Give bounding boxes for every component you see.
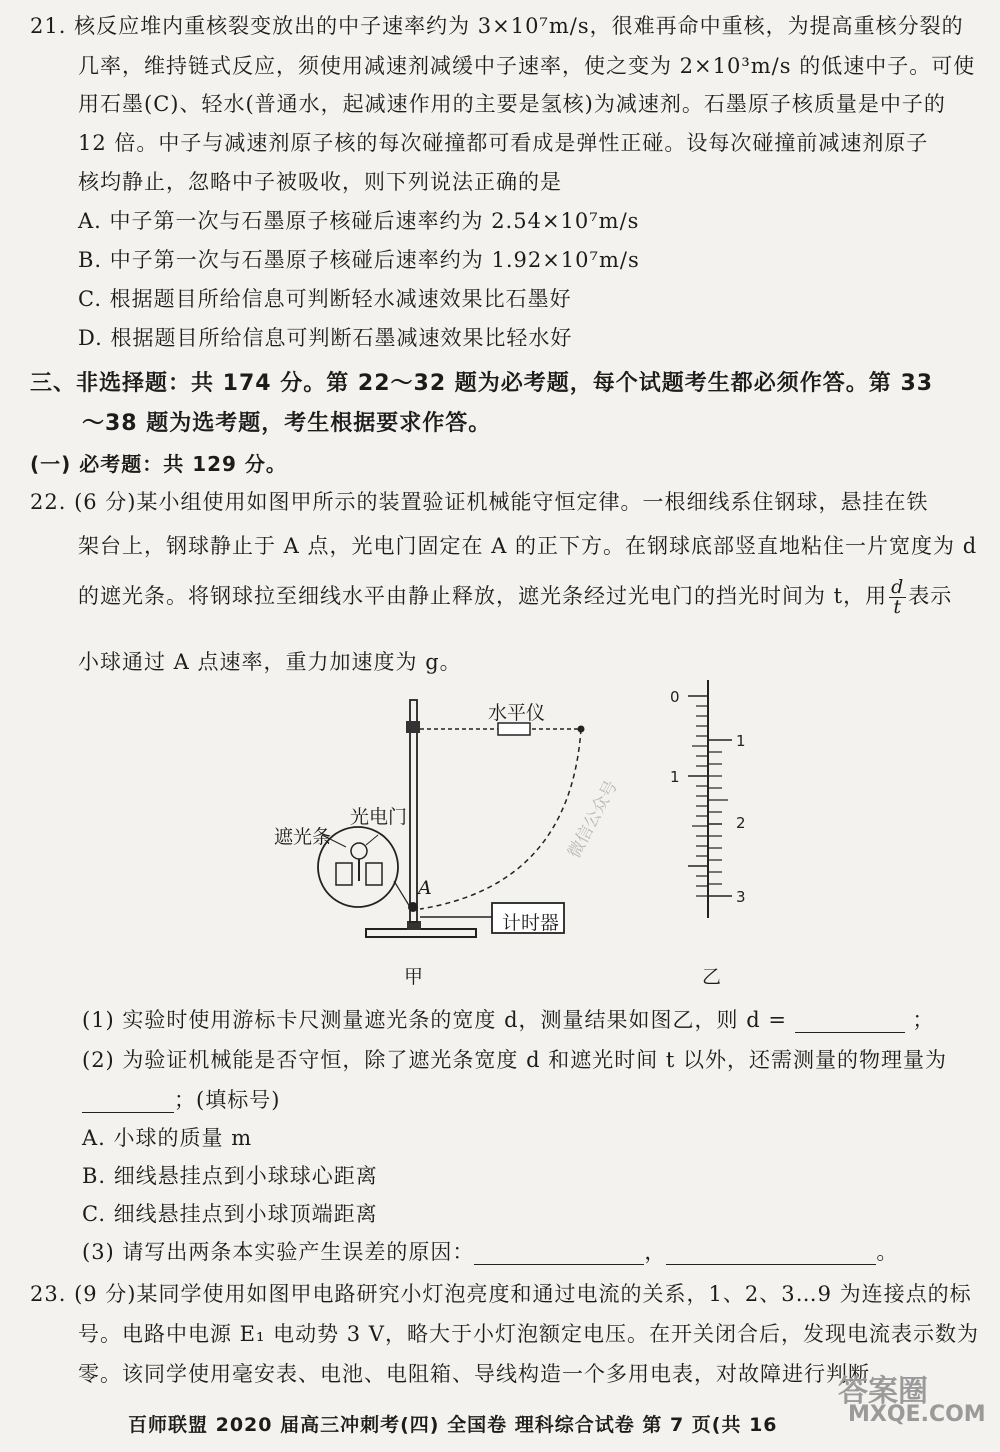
q21-line-3: 用石墨(C)、轻水(普通水，起减速作用的主要是氢核)为减速剂。石墨原子核质量是中子的 [78, 92, 946, 116]
photogate-label: 光电门 [350, 806, 408, 828]
q22-part-1-end: ； [912, 1008, 935, 1032]
q22-part-1-text: (1) 实验时使用游标卡尺测量遮光条的宽度 d，测量结果如图乙，则 d = [82, 1008, 787, 1032]
q22-part-3-end: 。 [876, 1240, 899, 1264]
q22-part-2-cont [82, 1084, 280, 1114]
q23-line-3: 零。该同学使用毫安表、电池、电阻箱、导线构造一个多用电表，对故障进行判断 [78, 1362, 870, 1386]
vernier-scale-figure [660, 680, 770, 920]
fraction-denominator: t [893, 596, 903, 618]
main-scale-1: 1 [670, 768, 680, 786]
vernier-scale-1: 1 [736, 732, 746, 750]
point-a-label: A [418, 877, 432, 899]
q22-line-2: 架台上，钢球静止于 A 点，光电门固定在 A 的正下方。在钢球底部竖直地粘住一片宽度为 d [78, 534, 978, 558]
q21-option-d: D. 根据题目所给信息可判断石墨减速效果比轻水好 [78, 326, 573, 350]
vernier-scale-3: 3 [736, 888, 746, 906]
q23-line-1: 23. (9 分)某同学使用如图甲电路研究小灯泡亮度和通过电流的关系，1、2、3…9 为连接点的标 [30, 1282, 972, 1306]
wechat-watermark: 微信公众号 [564, 777, 622, 862]
q22-option-a: A. 小球的质量 m [82, 1126, 253, 1150]
section-3-heading-cont: ～38 题为选考题，考生根据要求作答。 [82, 411, 492, 436]
answer-blank-quantity[interactable] [82, 1088, 174, 1113]
page-footer: 百师联盟 2020 届高三冲刺考(四) 全国卷 理科综合试卷 第 7 页(共 16 [128, 1414, 778, 1436]
q21-line-1: 21. 核反应堆内重核裂变放出的中子速率约为 3×10⁷m/s，很难再命中重核，为提高重核分裂的 [30, 14, 964, 38]
q22-line-3-end: 表示 [908, 584, 953, 608]
q21-line-4: 12 倍。中子与减速剂原子核的每次碰撞都可看成是弹性正碰。设每次碰撞前减速剂原子 [78, 131, 929, 155]
q21-line-5: 核均静止，忽略中子被吸收，则下列说法正确的是 [78, 170, 562, 194]
q21-option-a: A. 中子第一次与石墨原子核碰后速率约为 2.54×10⁷m/s [78, 209, 640, 233]
q22-part-3 [82, 1236, 898, 1266]
q23-line-2: 号。电路中电源 E₁ 电动势 3 V，略大于小灯泡额定电压。在开关闭合后，发现电流表示数为 [78, 1322, 979, 1346]
q22-line-1: 22. (6 分)某小组使用如图甲所示的装置验证机械能守恒定律。一根细线系住钢球，悬挂在铁 [30, 490, 929, 514]
q21-option-b: B. 中子第一次与石墨原子核碰后速率约为 1.92×10⁷m/s [78, 248, 640, 272]
q22-line-3 [78, 578, 952, 617]
stand-base [366, 929, 476, 937]
section-3-heading: 三、非选择题：共 174 分。第 22～32 题为必考题，每个试题考生都必须作答。第 33 [30, 371, 934, 396]
stand-rod [410, 700, 417, 922]
q22-part-2-end: ；(填标号) [174, 1088, 281, 1112]
q22-part-3-sep: ， [644, 1240, 667, 1264]
logo-watermark: 答案圈 [838, 1374, 928, 1409]
q22-option-b: B. 细线悬挂点到小球球心距离 [82, 1164, 378, 1188]
timer-label: 计时器 [502, 912, 560, 934]
site-watermark: MXQE.COM [848, 1402, 986, 1427]
q22-part-3-text: (3) 请写出两条本实验产生误差的原因： [82, 1240, 475, 1264]
section-3-subheading: (一) 必考题：共 129 分。 [30, 452, 287, 476]
level-label: 水平仪 [488, 702, 546, 724]
vernier-scale-2: 2 [736, 814, 746, 832]
fraction-numerator: d [891, 576, 905, 598]
q22-part-1 [82, 1004, 934, 1034]
shade-strip-label: 遮光条 [274, 826, 332, 848]
q22-part-2: (2) 为验证机械能是否守恒，除了遮光条宽度 d 和遮光时间 t 以外，还需测量的物理量为 [82, 1048, 948, 1072]
figure-b-caption: 乙 [702, 966, 722, 988]
figure-a-caption: 甲 [404, 966, 424, 988]
answer-blank-d[interactable] [795, 1008, 905, 1033]
q21-option-c: C. 根据题目所给信息可判断轻水减速效果比石墨好 [78, 287, 572, 311]
q22-line-4: 小球通过 A 点速率，重力加速度为 g。 [78, 650, 462, 674]
q21-line-2: 几率，维持链式反应，须使用减速剂减缓中子速率，使之变为 2×10³m/s 的低速中子。可使 [78, 54, 976, 78]
velocity-fraction [889, 578, 906, 617]
main-scale-ticks [688, 696, 708, 896]
answer-blank-error-2[interactable] [666, 1240, 876, 1265]
vernier-scale-ticks [708, 740, 732, 896]
q22-option-c: C. 细线悬挂点到小球顶端距离 [82, 1202, 378, 1226]
main-scale-0: 0 [670, 688, 680, 706]
q22-line-3-text: 的遮光条。将钢球拉至细线水平由静止释放，遮光条经过光电门的挡光时间为 t，用 [78, 584, 888, 608]
answer-blank-error-1[interactable] [474, 1240, 644, 1265]
